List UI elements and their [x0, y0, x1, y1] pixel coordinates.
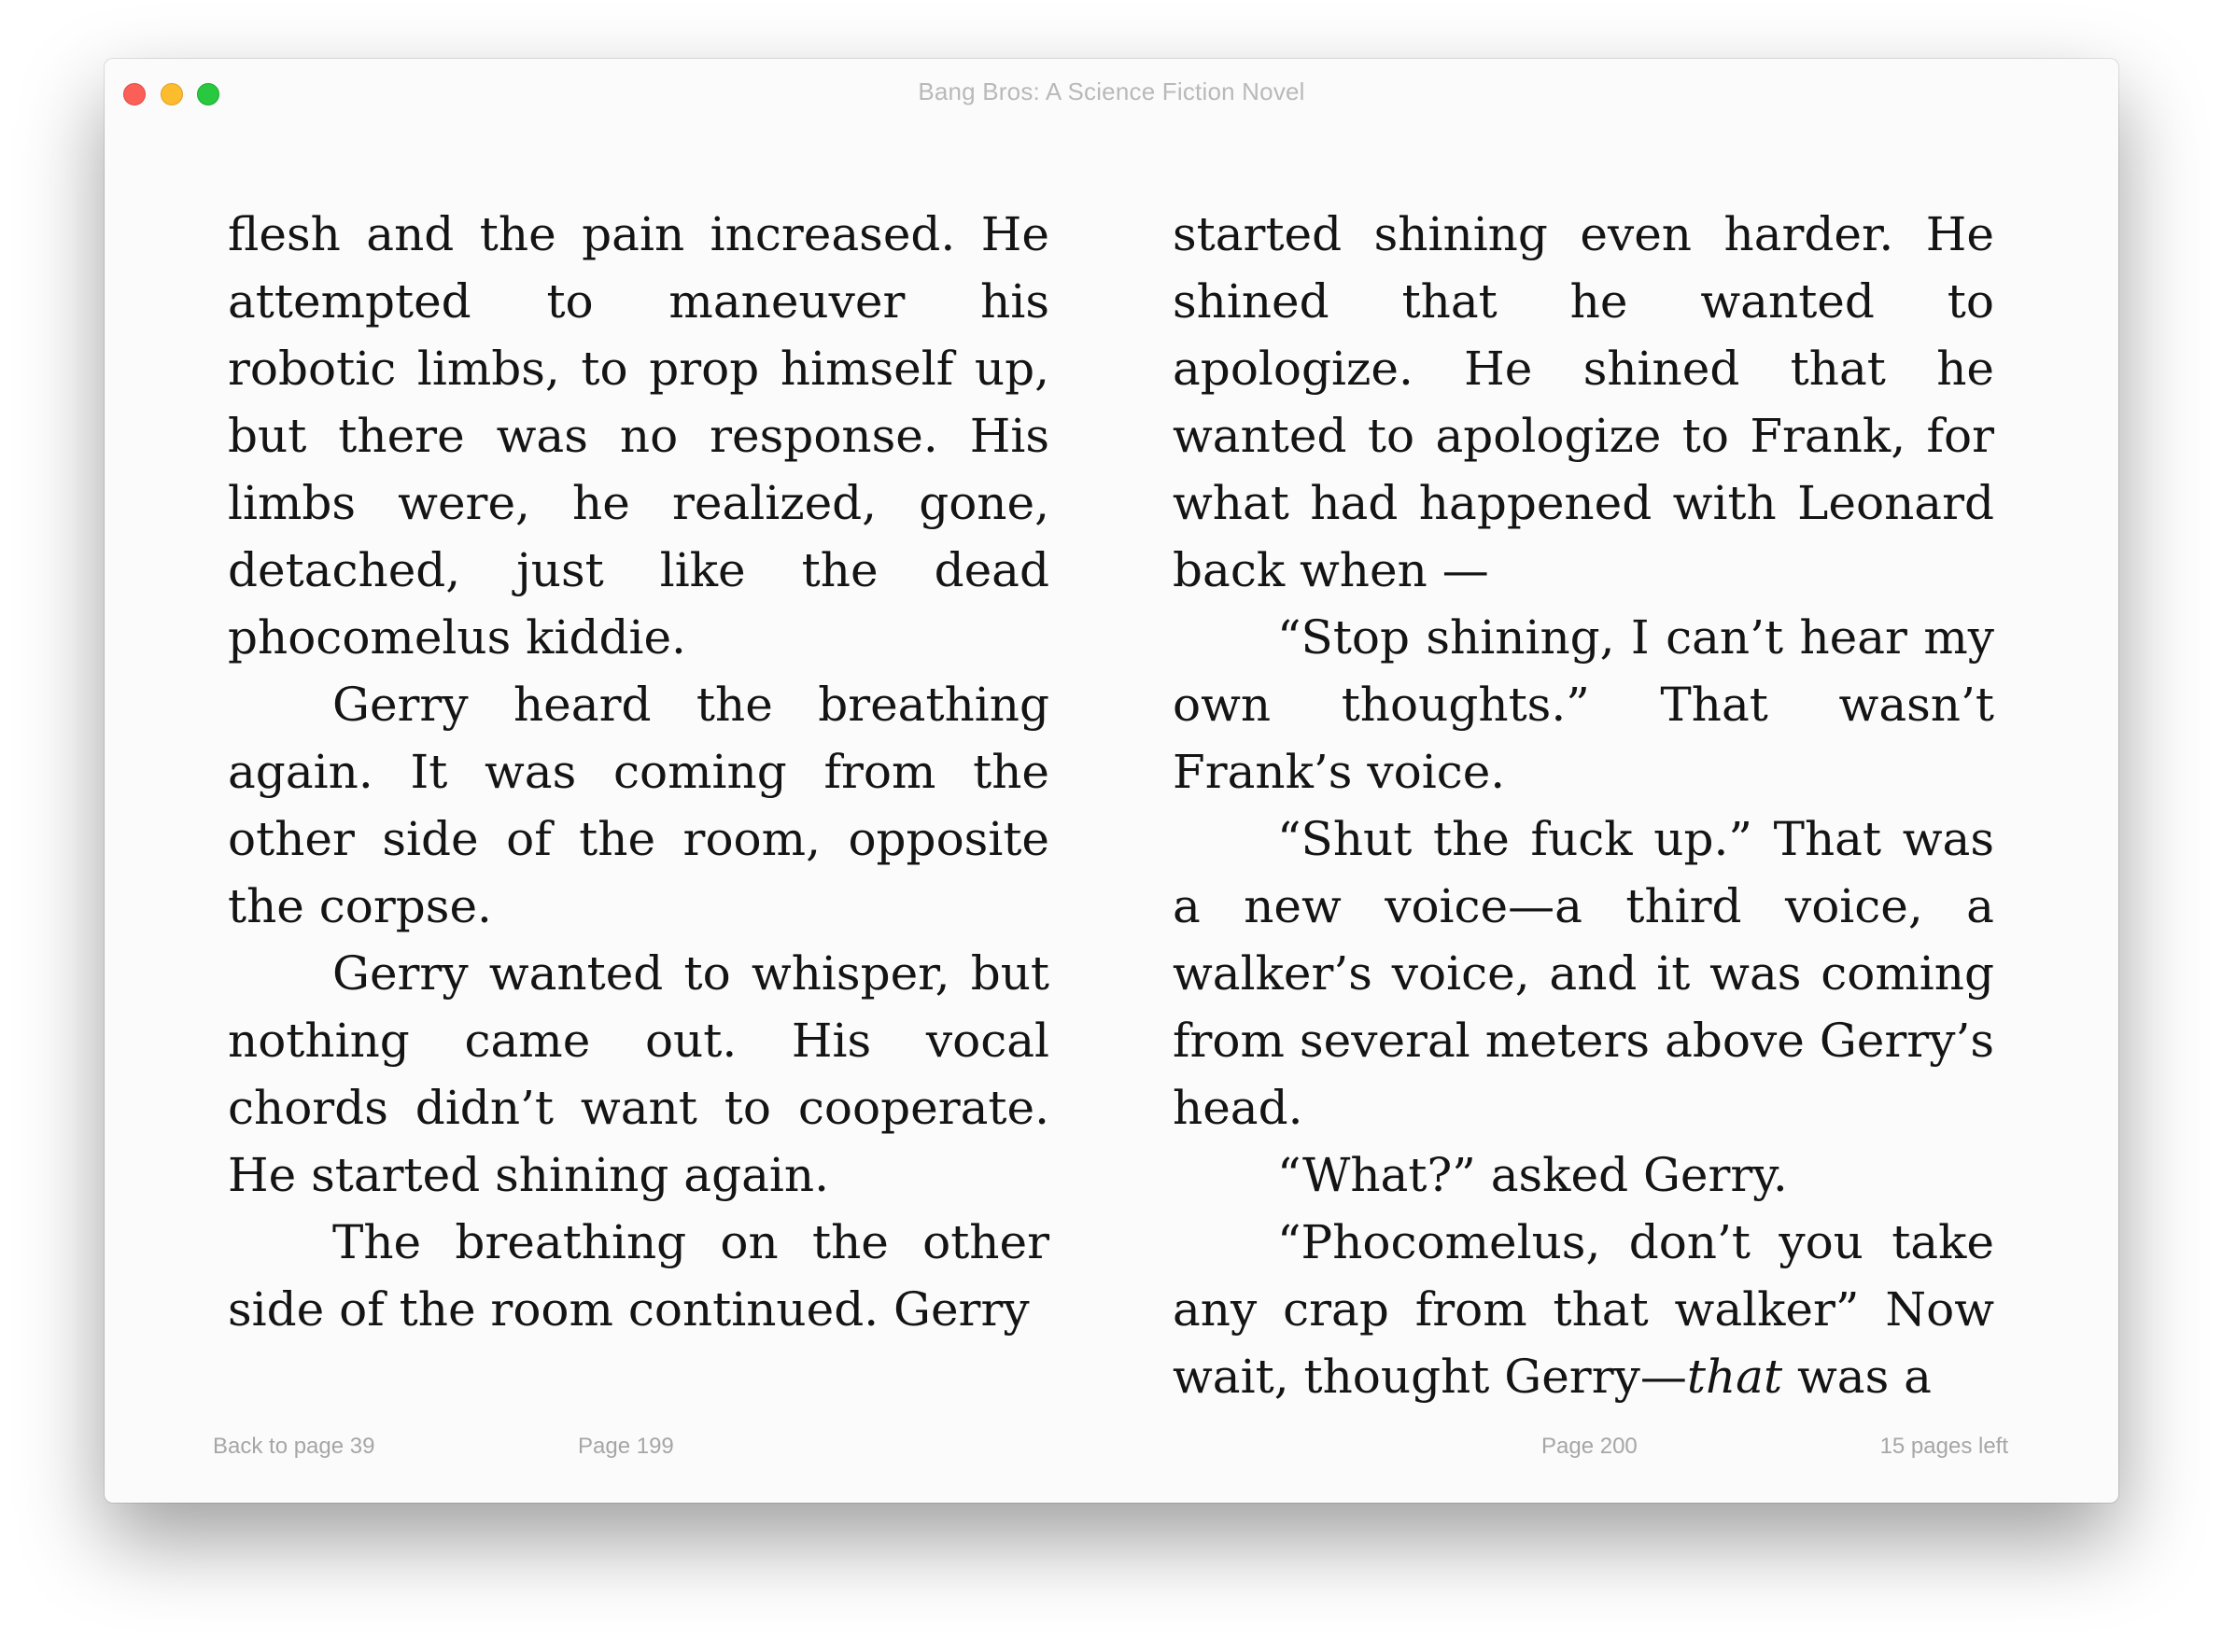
- left-page[interactable]: [228, 201, 1049, 1343]
- right-page-paragraph: “What?” asked Gerry.: [1277, 1148, 1788, 1202]
- right-page-paragraph-last: [1173, 1209, 1994, 1410]
- right-page-paragraph: “Stop shining, I can’t hear my own thoughts.” That wasn’t Frank’s voice.: [1173, 610, 1994, 799]
- right-page[interactable]: [1173, 201, 1994, 1410]
- left-page-number: Page 199: [578, 1434, 674, 1459]
- left-page-paragraph: flesh and the pain increased. He attempted to maneuver his robotic limbs, to prop himself up, but there was no response. His limbs were, he realized, gone, detached, just like the dead phocomelus kiddie.: [228, 207, 1049, 665]
- left-page-paragraph: Gerry wanted to whisper, but nothing came out. His vocal chords didn’t want to cooperate. He started shining again.: [228, 946, 1049, 1202]
- right-page-number: Page 200: [1541, 1434, 1638, 1459]
- title-bar[interactable]: [105, 59, 2118, 128]
- reader-window: [105, 59, 2118, 1503]
- left-page-paragraph: The breathing on the other side of the room continued. Gerry: [228, 1215, 1049, 1337]
- left-page-paragraph: Gerry heard the breathing again. It was coming from the other side of the room, opposite the corpse.: [228, 678, 1049, 933]
- window-title: Bang Bros: A Science Fiction Novel: [918, 77, 1305, 105]
- right-page-paragraph: started shining even harder. He shined that he wanted to apologize. He shined that he wanted to apologize to Frank, for what had happened with Leonard back when —: [1173, 207, 1994, 597]
- italic-emphasis: that: [1686, 1350, 1783, 1404]
- pages-left-indicator: 15 pages left: [1879, 1434, 2008, 1459]
- back-to-page-link[interactable]: Back to page 39: [213, 1434, 375, 1459]
- right-page-text: “Phocomelus, don’t you take any crap from that walker” Now wait, thought Gerry—: [1173, 1215, 1994, 1404]
- right-page-text-tail: was a: [1782, 1350, 1932, 1404]
- right-page-paragraph: “Shut the fuck up.” That was a new voice—a third voice, a walker’s voice, and it was coming from several meters above Gerry’s head.: [1173, 812, 1994, 1135]
